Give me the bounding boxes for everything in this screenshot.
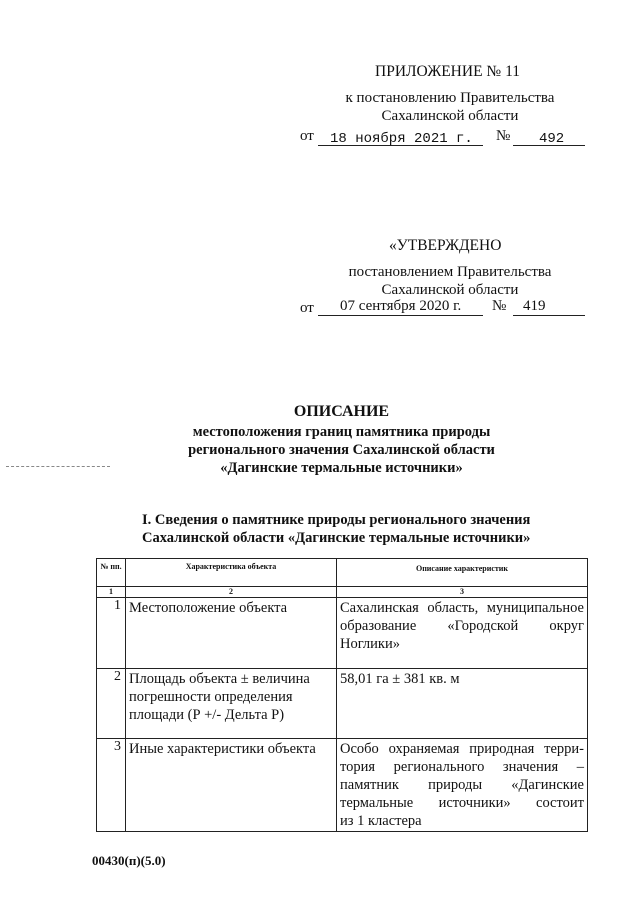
- colnum-cell: 2: [126, 587, 337, 598]
- row-description: [337, 739, 588, 832]
- header-cell-characteristic: Характеристика объекта: [126, 559, 337, 587]
- approved-from-label: от: [300, 300, 314, 316]
- approved-date-line: [318, 315, 483, 316]
- description-line: из 1 кластера: [340, 813, 422, 829]
- row-description: [337, 669, 588, 739]
- appendix-title: ПРИЛОЖЕНИЕ № 11: [375, 63, 521, 80]
- row-characteristic: Местоположение объекта: [126, 598, 337, 669]
- appendix-line2: Сахалинской области: [381, 108, 519, 124]
- description-line: Ноглики»: [340, 636, 400, 652]
- characteristic-line: площади (Р +/- Дельта Р): [129, 707, 285, 723]
- approved-number: 419: [523, 298, 546, 314]
- description-line: тория регионального значения –: [340, 759, 584, 775]
- table-row: [97, 669, 588, 739]
- approved-no-label: №: [492, 298, 507, 314]
- row-number: 2: [97, 669, 126, 739]
- section-heading-2: Сахалинской области «Дагинские термальные источники»: [142, 530, 531, 546]
- approved-date: 07 сентября 2020 г.: [340, 298, 462, 314]
- table-row: [97, 739, 588, 832]
- appendix-line1: к постановлению Правительства: [345, 90, 555, 106]
- approved-line1: постановлением Правительства: [348, 264, 552, 280]
- description-line: памятник природы «Дагинские: [340, 777, 584, 793]
- characteristics-table: [96, 558, 588, 832]
- row-characteristic: [126, 669, 337, 739]
- table-colnum-row: [97, 587, 588, 598]
- description-line: образование «Городской округ: [340, 618, 584, 634]
- description-line: Сахалинская область, муниципальное: [340, 600, 584, 616]
- approved-title: «УТВЕРЖДЕНО: [389, 237, 502, 254]
- colnum-cell: 1: [97, 587, 126, 598]
- characteristic-line: погрешности определения: [129, 689, 293, 705]
- scan-artifact: [6, 466, 110, 467]
- header-cell-num: № пп.: [97, 559, 126, 587]
- approved-number-line: [513, 315, 585, 316]
- colnum-cell: 3: [337, 587, 588, 598]
- table-header-row: [97, 559, 588, 587]
- document-subtitle-1: местоположения границ памятника природы: [192, 424, 491, 440]
- appendix-date: 18 ноября 2021 г.: [330, 131, 473, 147]
- document-title: ОПИСАНИЕ: [293, 403, 390, 420]
- description-line: Особо охраняемая природная терри-: [340, 741, 584, 757]
- approved-line2: Сахалинской области: [381, 282, 519, 298]
- document-subtitle-2: регионального значения Сахалинской области: [188, 442, 495, 458]
- row-number: 3: [97, 739, 126, 832]
- appendix-from-label: от: [300, 128, 314, 144]
- table-row: [97, 598, 588, 669]
- footer-code: 00430(п)(5.0): [92, 853, 166, 868]
- section-heading-1: I. Сведения о памятнике природы регионального значения: [142, 512, 531, 528]
- row-characteristic: Иные характеристики объекта: [126, 739, 337, 832]
- appendix-number: 492: [539, 131, 565, 147]
- header-cell-description: Описание характеристик: [337, 559, 588, 587]
- row-description: [337, 598, 588, 669]
- appendix-date-line: [318, 145, 483, 146]
- row-number: 1: [97, 598, 126, 669]
- appendix-no-label: №: [496, 128, 511, 144]
- characteristic-line: Площадь объекта ± величина: [129, 671, 310, 687]
- document-subtitle-3: «Дагинские термальные источники»: [220, 460, 463, 476]
- description-line: 58,01 га ± 381 кв. м: [340, 671, 460, 687]
- appendix-number-line: [513, 145, 585, 146]
- description-line: термальные источники» состоит: [340, 795, 584, 811]
